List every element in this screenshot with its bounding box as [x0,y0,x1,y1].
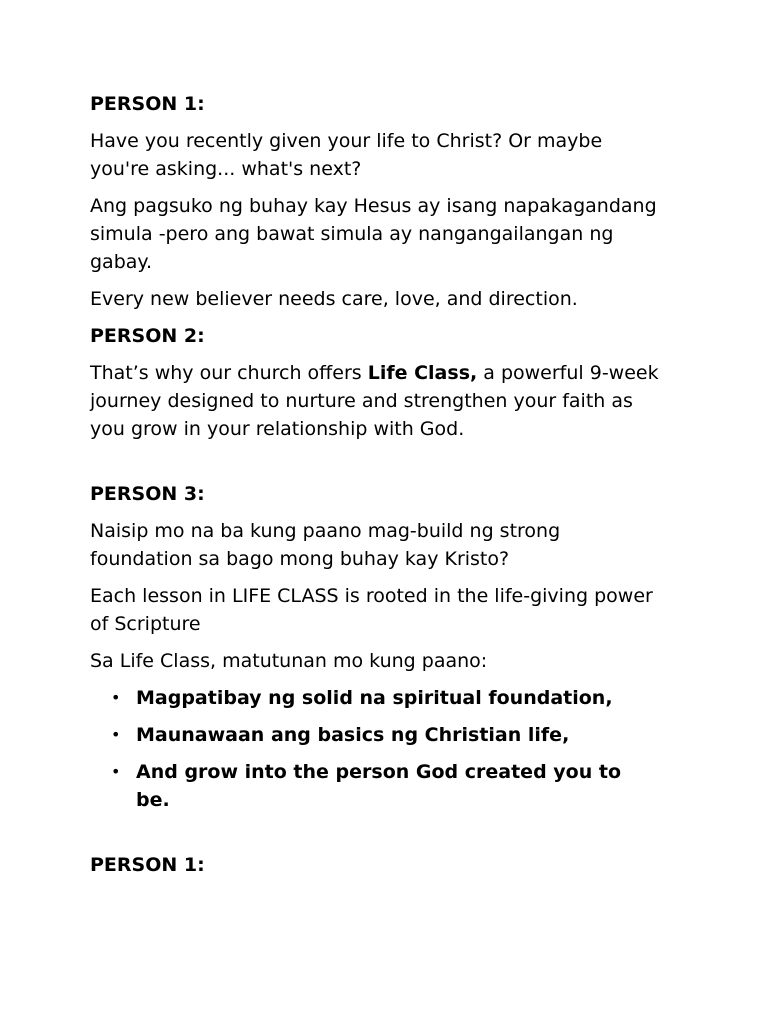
text-run: a powerful 9-week journey designed to nurture and strengthen your faith as you grow in your relationship with God. [90,362,659,440]
speaker-label-person-3: PERSON 3: [90,483,205,505]
paragraph: Sa Life Class, matutunan mo kung paano: [90,650,488,672]
blank-line [90,452,660,480]
paragraph: Have you recently given your life to Christ? Or maybe you're asking... what's next? [90,130,603,180]
list-item-text: And grow into the person God created you to be. [136,761,622,811]
speaker-label-person-2: PERSON 2: [90,325,205,347]
bullet-icon: • [111,725,121,744]
text-run: That’s why our church offers [90,362,368,384]
paragraph: Every new believer needs care, love, and direction. [90,288,578,310]
list-item-text: Maunawaan ang basics ng Christian life, [136,724,570,746]
blank-line [90,823,660,851]
list-item [90,684,660,712]
paragraph: Each lesson in LIFE CLASS is rooted in the life-giving power of Scripture [90,585,653,635]
bullet-icon: • [111,688,121,707]
list-item [90,758,660,814]
paragraph: Ang pagsuko ng buhay kay Hesus ay isang napakagandang simula -pero ang bawat simula ay nangangailangan ng gabay. [90,195,657,273]
list-item-text: Magpatibay ng solid na spiritual foundation, [136,687,613,709]
document-page [90,90,660,888]
paragraph-life-class-intro [90,359,660,443]
bullet-list [90,684,660,814]
paragraph: Naisip mo na ba kung paano mag-build ng strong foundation sa bago mong buhay kay Kristo? [90,520,561,570]
list-item [90,721,660,749]
speaker-label-person-1: PERSON 1: [90,93,205,115]
bullet-icon: • [111,762,121,781]
life-class-emphasis: Life Class, [367,362,478,384]
speaker-label-person-1: PERSON 1: [90,854,205,876]
